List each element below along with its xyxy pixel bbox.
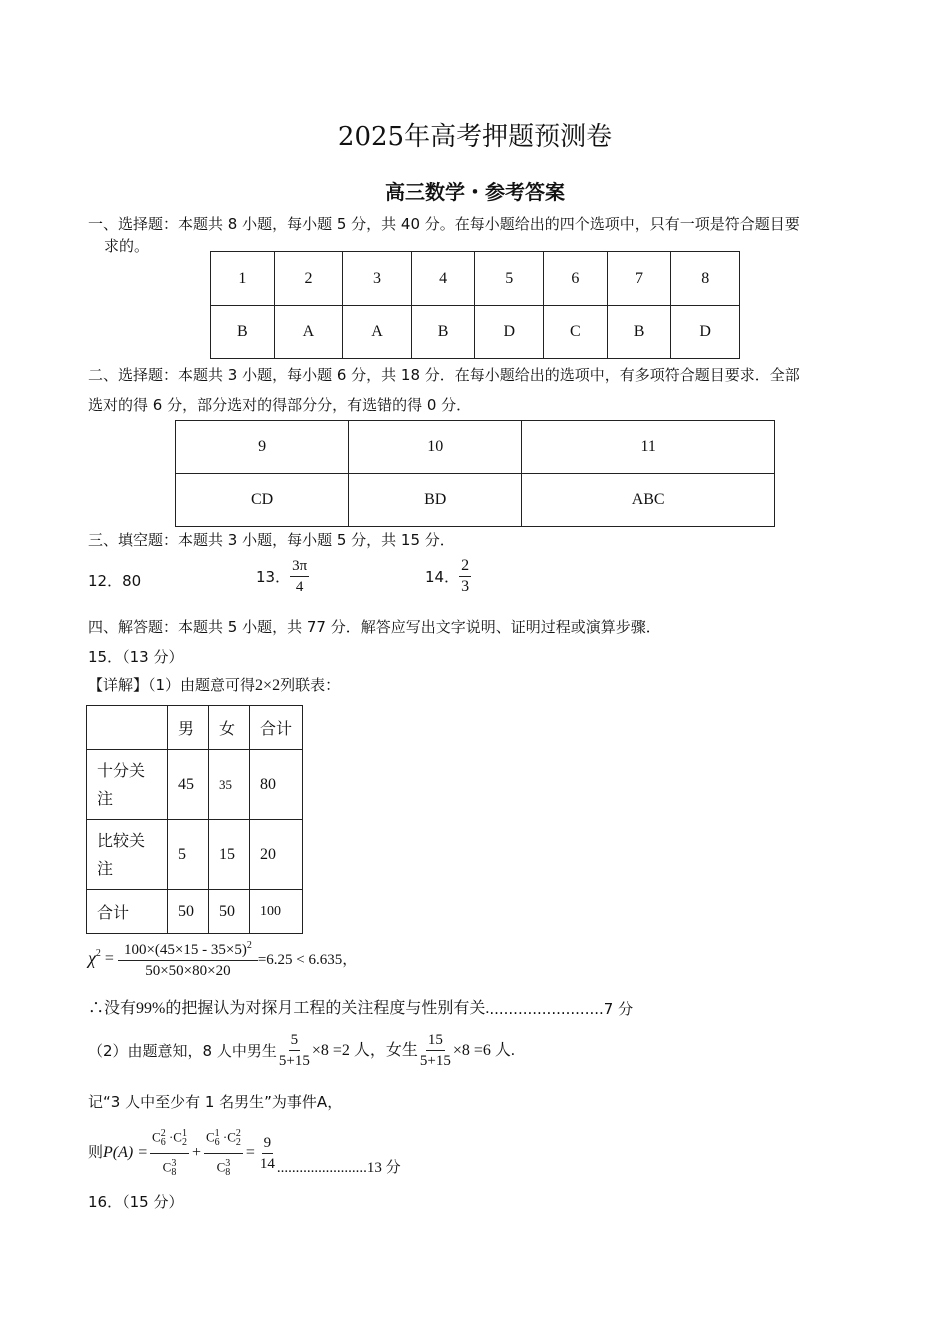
part2-line	[88, 1030, 515, 1071]
chi-square-formula	[88, 936, 357, 981]
q14-label: 14．	[425, 567, 460, 586]
q-answer: ABC	[522, 474, 775, 527]
probability-formula	[88, 1124, 401, 1183]
table-row	[87, 750, 303, 820]
girls-denominator: 5+15	[419, 1053, 451, 1069]
detail-table-size: 2×2	[255, 677, 281, 694]
table-header-cell	[87, 706, 168, 750]
section1-answer-row	[211, 306, 740, 359]
girls-fraction	[418, 1030, 453, 1071]
girls-numerator: 15	[426, 1030, 445, 1051]
plus-sign: +	[191, 1144, 201, 1162]
q-number: 3	[343, 252, 412, 306]
chi-exponent: 2	[95, 948, 101, 959]
q14-denominator: 3	[461, 578, 470, 595]
chi-fraction	[118, 936, 258, 981]
detail-table-suffix: 列联表：	[280, 676, 341, 694]
conclusion-text: ∴没有99%的把握认为对探月工程的关注程度与性别有关.	[88, 1000, 490, 1017]
table-cell: 35	[209, 750, 250, 820]
q-answer: CD	[176, 474, 349, 527]
table-header-row	[87, 706, 303, 750]
section4-heading: 四、解答题：本题共 5 小题，共 77 分．解答应写出文字说明、证明过程或演算步骤．	[88, 618, 661, 636]
q-number: 7	[607, 252, 671, 306]
q12-answer	[88, 570, 141, 592]
section1-line1: 一、选择题：本题共 8 小题，每小题 5 分，共 40 分。在每小题给出的四个选项中，只有一项是符合题目要	[88, 215, 800, 233]
section2-answer-row	[176, 474, 775, 527]
q-number: 6	[544, 252, 608, 306]
q-answer: D	[475, 306, 544, 359]
q12-value: 80	[122, 572, 142, 590]
table-row-label: 十分关注	[87, 750, 168, 820]
q-number: 5	[475, 252, 544, 306]
prob-term1	[150, 1124, 189, 1183]
prob-result	[258, 1133, 277, 1174]
table-cell: 5	[168, 820, 209, 890]
table-cell: 50	[209, 890, 250, 934]
table-cell: 45	[168, 750, 209, 820]
q-answer: BD	[349, 474, 522, 527]
section2-answer-table	[175, 420, 775, 527]
event-definition: 记“3 人中至少有 1 名男生”为事件A，	[88, 1093, 343, 1111]
score-7: ........................7 分	[489, 1000, 634, 1018]
prob-prefix: 则	[88, 1145, 104, 1162]
q16-header: 16．（15 分）	[88, 1193, 184, 1211]
equals-sign: =	[104, 949, 114, 967]
prob-term2-denominator: $C_8^3$	[216, 1157, 231, 1178]
table-header-cell: 合计	[250, 706, 303, 750]
boys-denominator: 5+15	[278, 1053, 310, 1069]
section2-line1: 二、选择题：本题共 3 小题，每小题 6 分，共 18 分．在每小题给出的选项中，有多项符合题目要求．全部	[88, 366, 800, 384]
q-answer: B	[411, 306, 475, 359]
page-subtitle: 高三数学・参考答案	[385, 180, 565, 204]
chi-symbol: χ	[88, 948, 96, 968]
q-number: 1	[211, 252, 275, 306]
table-header-cell: 男	[168, 706, 209, 750]
part2-text-b: ×8 =2 人，女生	[311, 1041, 418, 1059]
chi-result: =6.25 < 6.635，	[257, 952, 358, 968]
section1-number-row	[211, 252, 740, 306]
section1-answer-table	[210, 251, 740, 359]
chi-numerator: $100\times(45\times 15 - 35\times 5)^2$	[118, 936, 258, 961]
q-number: 10	[349, 421, 522, 474]
q13-numerator: 3π	[290, 556, 309, 577]
q-answer: C	[544, 306, 608, 359]
section3-heading: 三、填空题：本题共 3 小题，每小题 5 分，共 15 分．	[88, 531, 455, 549]
table-row-label: 合计	[87, 890, 168, 934]
table-cell: 100	[250, 890, 303, 934]
prob-result-numerator: 9	[262, 1133, 274, 1154]
q13-answer	[256, 556, 309, 597]
detail-intro	[88, 674, 340, 697]
prob-equals: =	[245, 1144, 255, 1162]
q14-numerator: 2	[459, 556, 471, 577]
prob-term1-numerator: $C_6^2 \cdot C_2^1$	[150, 1124, 189, 1154]
table-header-cell: 女	[209, 706, 250, 750]
table-cell: 15	[209, 820, 250, 890]
q-answer: D	[671, 306, 740, 359]
q-number: 9	[176, 421, 349, 474]
table-row	[87, 820, 303, 890]
detail-intro-text: 【详解】（1）由题意可得	[88, 676, 256, 694]
q-answer: A	[274, 306, 343, 359]
score-13: ........................13 分	[276, 1159, 401, 1176]
table-cell: 80	[250, 750, 303, 820]
q-number: 8	[671, 252, 740, 306]
prob-term1-denominator: $C_8^3$	[162, 1157, 177, 1178]
section2-number-row	[176, 421, 775, 474]
part2-text-a: （2）由题意知，8 人中男生	[88, 1041, 277, 1060]
q-number: 2	[274, 252, 343, 306]
q14-answer	[425, 556, 471, 597]
q-answer: B	[211, 306, 275, 359]
table-row-label: 比较关注	[87, 820, 168, 890]
q13-fraction	[290, 556, 309, 597]
q-number: 4	[411, 252, 475, 306]
prob-lhs: P(A) =	[103, 1144, 149, 1162]
chi-denominator: 50×50×80×20	[145, 963, 231, 979]
prob-term2-numerator: $C_6^1 \cdot C_2^2$	[204, 1124, 243, 1154]
q13-label: 13．	[256, 567, 291, 586]
table-cell: 50	[168, 890, 209, 934]
conclusion-line	[88, 998, 868, 1020]
page-title: 2025年高考押题预测卷	[337, 122, 613, 152]
table-row	[87, 890, 303, 934]
table-cell: 20	[250, 820, 303, 890]
q-answer: B	[607, 306, 671, 359]
q14-fraction	[459, 556, 471, 597]
q-number: 11	[522, 421, 775, 474]
contingency-table	[86, 705, 303, 934]
boys-fraction	[277, 1030, 312, 1071]
q12-label: 12．	[88, 572, 123, 590]
section1-line2: 求的。	[104, 237, 150, 255]
part2-text-c: ×8 =6 人.	[452, 1041, 515, 1059]
q13-denominator: 4	[295, 579, 304, 595]
q15-header: 15．（13 分）	[88, 648, 184, 666]
section2-heading	[88, 360, 878, 420]
q-answer: A	[343, 306, 412, 359]
prob-term2	[204, 1124, 243, 1183]
prob-result-denominator: 14	[259, 1155, 275, 1172]
boys-numerator: 5	[289, 1030, 301, 1051]
section2-line2: 选对的得 6 分，部分选对的得部分分，有选错的得 0 分．	[88, 396, 472, 414]
